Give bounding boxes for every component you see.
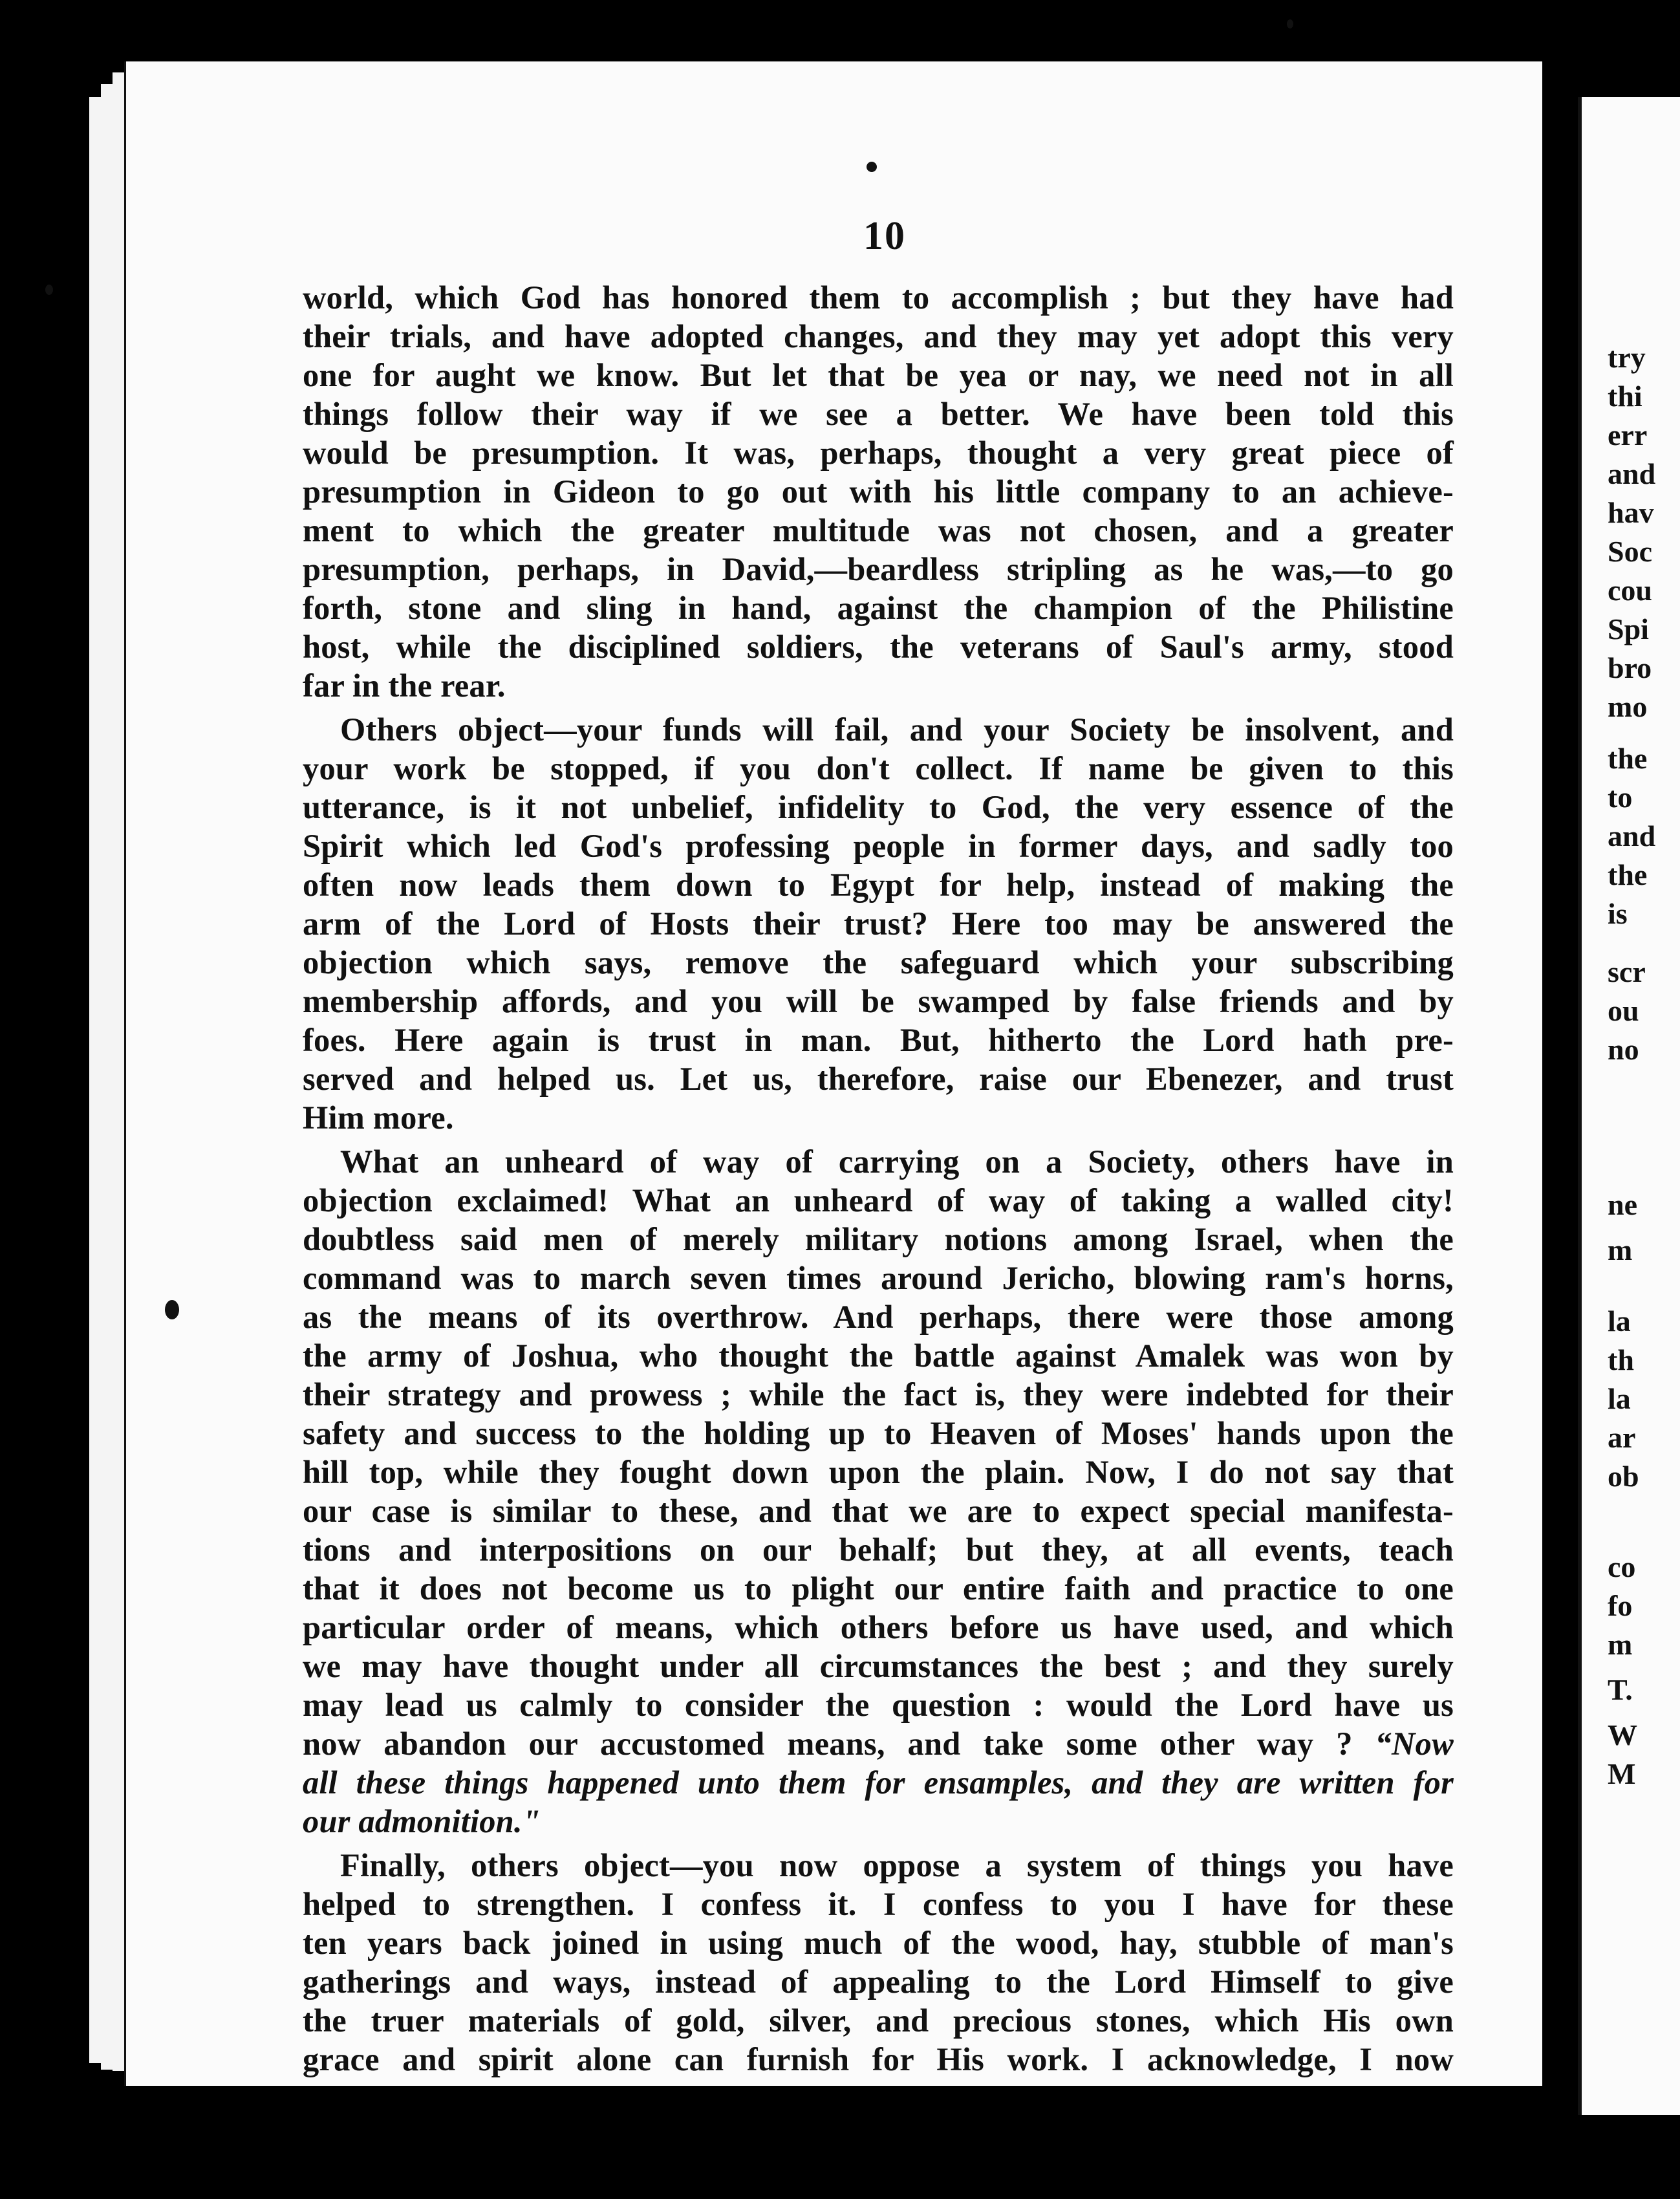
facing-text: co [1608, 1550, 1636, 1583]
text-line: Others object—your funds will fail, and your Society be insolvent, and [340, 711, 1454, 748]
facing-text: the [1608, 858, 1648, 891]
facing-text: try [1608, 341, 1646, 374]
text-line: forth, stone and sling in hand, against the champion of the Philistine [303, 590, 1454, 626]
scan-speck [867, 162, 877, 172]
facing-text: Spi [1608, 612, 1649, 645]
facing-text: W [1608, 1718, 1637, 1751]
text-line: your work be stopped, if you don't collect. If name be given to this [303, 750, 1454, 786]
text-line: one for aught we know. But let that be yea or nay, we need not in all [303, 357, 1454, 393]
text-line: world, which God has honored them to accomplish ; but they have had [303, 279, 1454, 316]
facing-text: mo [1608, 690, 1648, 723]
scan-speck [165, 1300, 179, 1319]
text-line: often now leads them down to Egypt for help, instead of making the [303, 867, 1454, 903]
text-line: objection exclaimed! What an unheard of way of taking a walled city! [303, 1182, 1454, 1219]
text-line: served and helped us. Let us, therefore, raise our Ebenezer, and trust [303, 1061, 1454, 1097]
page-number: 10 [863, 214, 906, 258]
facing-text: la [1608, 1305, 1631, 1338]
text-line: safety and success to the holding up to Heaven of Moses' hands upon the [303, 1415, 1454, 1451]
text-line: their trials, and have adopted changes, and they may yet adopt this very [303, 318, 1454, 354]
text-line: foes. Here again is trust in man. But, hitherto the Lord hath pre- [303, 1022, 1454, 1058]
paragraph-2 [303, 710, 1454, 1137]
text-line: we may have thought under all circumstances the best ; and they surely [303, 1648, 1454, 1684]
text-line-start: now abandon our accustomed means, and take some other way ? [303, 1726, 1353, 1762]
text-line: utterance, is it not unbelief, infidelity to God, the very essence of the [303, 789, 1454, 825]
facing-text: T. [1608, 1673, 1633, 1706]
text-line: ten years back joined in using much of the wood, hay, stubble of man's [303, 1925, 1454, 1961]
quote-line: all these things happened unto them for ensamples, and they are written for [303, 1764, 1454, 1801]
text-line: tions and interpositions on our behalf; but they, at all events, teach [303, 1532, 1454, 1568]
text-line: far in the rear. [303, 667, 506, 704]
text-line: hill top, while they fought down upon the plain. Now, I do not say that [303, 1454, 1454, 1490]
facing-text: is [1608, 897, 1628, 930]
page-body [303, 278, 1454, 2084]
quote-open: “Now [1375, 1726, 1454, 1762]
text-line: doubtless said men of merely military notions among Israel, when the [303, 1221, 1454, 1257]
paragraph-1 [303, 278, 1454, 705]
facing-text: bro [1608, 651, 1652, 684]
facing-text: and [1608, 819, 1656, 852]
text-line: gatherings and ways, instead of appealing to the Lord Himself to give [303, 1964, 1454, 2000]
text-line: Spirit which led God's professing people in former days, and sadly too [303, 828, 1454, 864]
facing-text: ob [1608, 1460, 1639, 1493]
text-line [303, 1724, 1454, 1763]
facing-text: m [1608, 1233, 1633, 1266]
facing-text: to [1608, 781, 1633, 814]
text-line: membership affords, and you will be swamped by false friends and by [303, 983, 1454, 1019]
text-line: objection which says, remove the safeguard which your subscribing [303, 944, 1454, 980]
facing-text: and [1608, 457, 1656, 490]
text-line: would be presumption. It was, perhaps, thought a very great piece of [303, 435, 1454, 471]
text-line: may lead us calmly to consider the question : would the Lord have us [303, 1687, 1454, 1723]
text-line: helped to strengthen. I confess it. I confess to you I have for these [303, 1886, 1454, 1922]
text-line: presumption, perhaps, in David,—beardless stripling as he was,—to go [303, 551, 1454, 587]
text-line: our case is similar to these, and that we are to expect special manifesta- [303, 1493, 1454, 1529]
facing-text: Soc [1608, 535, 1652, 568]
text-line: things follow their way if we see a better. We have been told this [303, 396, 1454, 432]
text-line: the army of Joshua, who thought the battle against Amalek was won by [303, 1338, 1454, 1374]
text-line: host, while the disciplined soldiers, the veterans of Saul's army, stood [303, 629, 1454, 665]
text-line: Finally, others object—you now oppose a system of things you have [340, 1847, 1454, 1883]
text-line: arm of the Lord of Hosts their trust? Here too may be answered the [303, 905, 1454, 942]
text-line: Him more. [303, 1100, 454, 1136]
facing-text: ou [1608, 994, 1639, 1027]
facing-text: ar [1608, 1421, 1636, 1454]
text-line: as the means of its overthrow. And perhaps, there were those among [303, 1299, 1454, 1335]
facing-text: la [1608, 1382, 1631, 1415]
facing-page-fragment [1578, 97, 1680, 2115]
text-line: grace and spirit alone can furnish for His work. I acknowledge, I now [303, 2041, 1454, 2077]
facing-text: the [1608, 742, 1648, 775]
text-line: What an unheard of way of carrying on a Society, others have in [340, 1143, 1454, 1180]
facing-text: M [1608, 1757, 1636, 1790]
facing-text: ne [1608, 1188, 1637, 1221]
text-line: ment to which the greater multitude was not chosen, and a greater [303, 512, 1454, 548]
text-line: command was to march seven times around Jericho, blowing ram's horns, [303, 1260, 1454, 1296]
facing-text: scr [1608, 955, 1646, 988]
facing-text: hav [1608, 496, 1654, 529]
paragraph-4 [303, 1846, 1454, 2079]
facing-text: th [1608, 1343, 1634, 1376]
text-line: that it does not become us to plight our entire faith and practice to one [303, 1570, 1454, 1607]
text-line: presumption in Gideon to go out with his little company to an achieve- [303, 473, 1454, 510]
facing-text: m [1608, 1628, 1633, 1661]
text-line: particular order of means, which others before us have used, and which [303, 1609, 1454, 1645]
text-line: their strategy and prowess ; while the fact is, they were indebted for their [303, 1376, 1454, 1413]
text-line: the truer materials of gold, silver, and precious stones, which His own [303, 2002, 1454, 2039]
facing-text: no [1608, 1033, 1639, 1066]
facing-text: fo [1608, 1589, 1633, 1622]
facing-text: err [1608, 418, 1648, 451]
quote-line: our admonition." [303, 1803, 541, 1839]
facing-text: cou [1608, 574, 1652, 607]
paragraph-3 [303, 1142, 1454, 1841]
scan-speck [45, 285, 53, 295]
facing-text: thi [1608, 380, 1642, 413]
scan-speck [1287, 19, 1293, 28]
